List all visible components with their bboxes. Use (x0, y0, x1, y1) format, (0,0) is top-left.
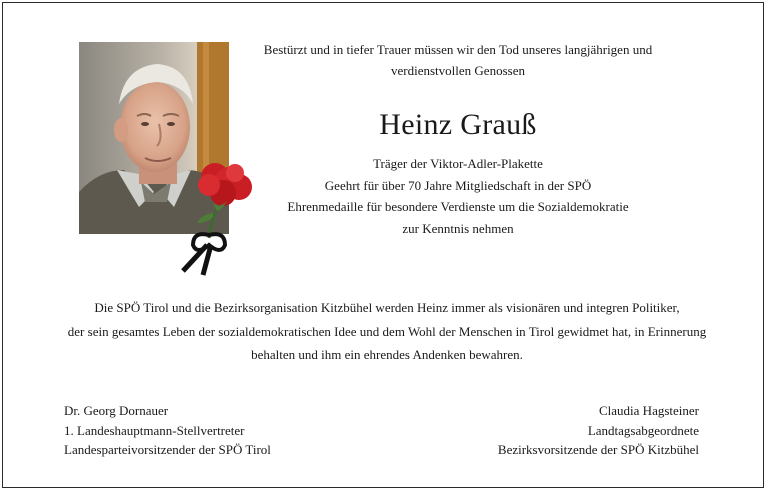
carnation-ribbon-icon (163, 153, 263, 278)
signatory-left (64, 401, 271, 460)
honor-line: zur Kenntnis nehmen (402, 220, 514, 236)
signatory-name: Claudia Hagsteiner (599, 403, 699, 418)
tribute-line: der sein gesamtes Leben der sozialdemokratischen Idee und dem Wohl der Menschen in Tirol gewidmet hat, in Erinnerung (67, 323, 707, 339)
signatory-name: Dr. Georg Dornauer (64, 403, 169, 418)
tribute-line: Die SPÖ Tirol und die Bezirksorganisation Kitzbühel werden Heinz immer als visionären und integren Politiker, (94, 300, 680, 315)
announcement-intro (253, 39, 663, 81)
honors-list (253, 153, 663, 239)
honor-line: Träger der Viktor-Adler-Plakette (373, 156, 543, 171)
honor-line: Geehrt für über 70 Jahre Mitgliedschaft in der SPÖ (324, 177, 592, 193)
tribute-text (23, 296, 751, 367)
intro-line-2: verdienstvollen Genossen (391, 63, 525, 78)
intro-line-1: Bestürzt und in tiefer Trauer müssen wir den Tod unseres langjährigen und (263, 42, 653, 57)
signatory-role: Landtagsabgeordnete (587, 422, 699, 438)
honor-line: Ehrenmedaille für besondere Verdienste um die Sozialdemokratie (287, 199, 629, 214)
signatory-right (498, 401, 699, 460)
signatory-role: Bezirksvorsitzende der SPÖ Kitzbühel (497, 442, 699, 457)
signatory-role: Landesparteivorsitzender der SPÖ Tirol (64, 442, 271, 457)
deceased-name: Heinz Grauß (379, 108, 537, 141)
signatory-role: 1. Landeshauptmann-Stellvertreter (64, 422, 245, 438)
obituary-card (2, 2, 764, 488)
tribute-line: behalten und ihm ein ehrendes Andenken bewahren. (251, 347, 523, 362)
